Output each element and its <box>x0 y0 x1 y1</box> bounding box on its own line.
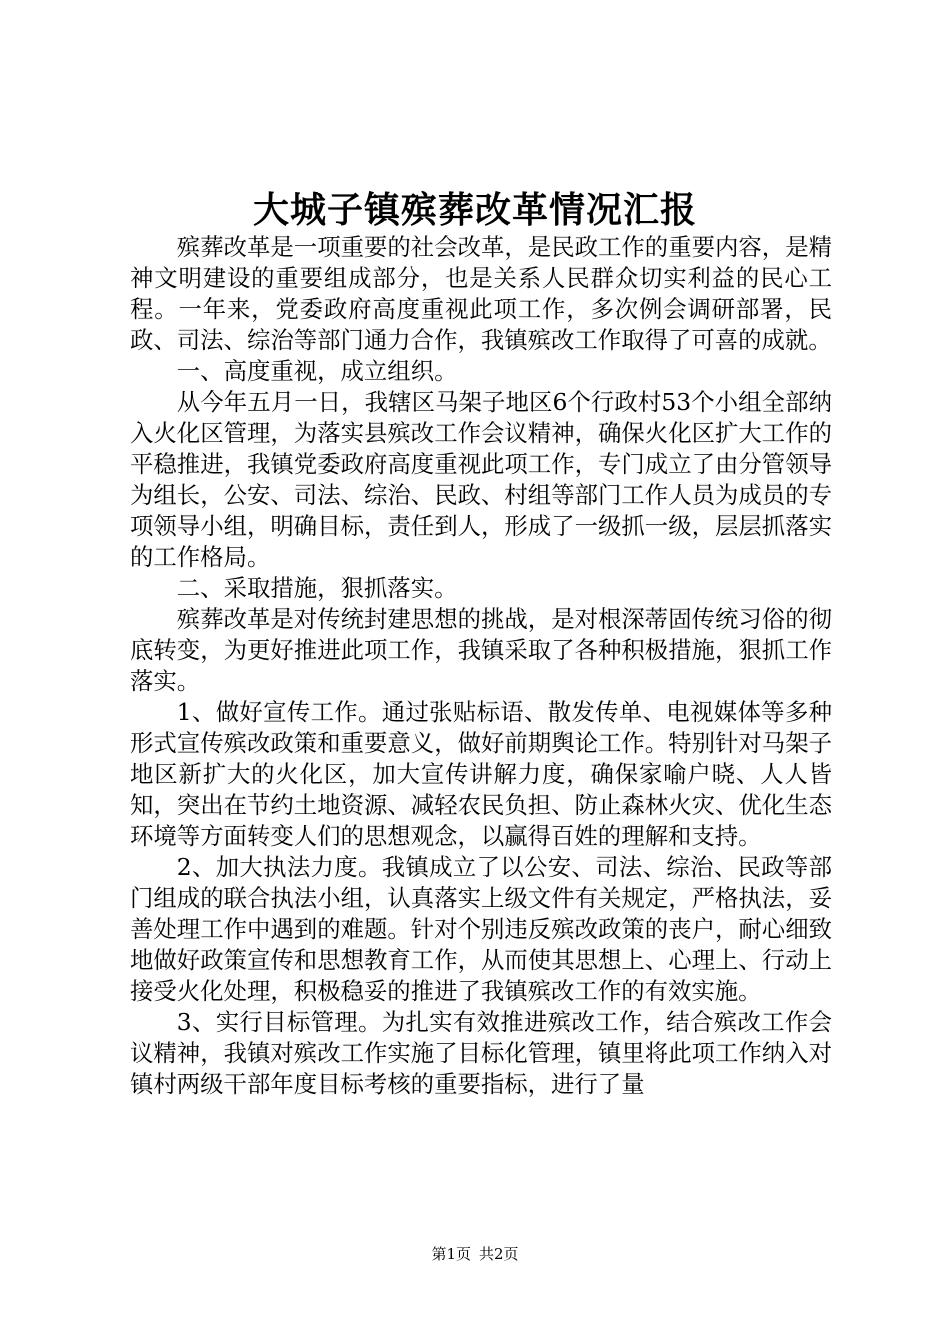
paragraph-item-2: 2、加大执法力度。我镇成立了以公安、司法、综治、民政等部门组成的联合执法小组，认真落实上级文件有关规定，严格执法，妥善处理工作中遇到的难题。针对个别违反殡改政策的丧户，耐心细致地做好政策宣传和思想教育工作，从而使其思想上、心理上、行动上接受火化处理，积极稳妥的推进了我镇殡改工作的有效实施。 <box>130 853 832 1005</box>
page-title: 大城子镇殡葬改革情况汇报 <box>252 189 697 231</box>
page-footer <box>0 1244 950 1264</box>
page-total: 共2页 <box>479 1245 519 1263</box>
paragraph-section-1: 从今年五月一日，我辖区马架子地区6个行政村53个小组全部纳入火化区管理，为落实县殡改工作会议精神，确保火化区扩大工作的平稳推进，我镇党委政府高度重视此项工作，专门成立了由分管领导为组长，公安、司法、综治、民政、村组等部门工作人员为成员的专项领导小组，明确目标，责任到人，形成了一级抓一级，层层抓落实的工作格局。 <box>130 388 832 571</box>
paragraph-section-2: 殡葬改革是对传统封建思想的挑战，是对根深蒂固传统习俗的彻底转变，为更好推进此项工作，我镇采取了各种积极措施，狠抓工作落实。 <box>130 605 832 695</box>
paragraph-intro: 殡葬改革是一项重要的社会改革，是民政工作的重要内容，是精神文明建设的重要组成部分，也是关系人民群众切实利益的民心工程。一年来，党委政府高度重视此项工作，多次例会调研部署，民政、司法、综治等部门通力合作，我镇殡改工作取得了可喜的成就。 <box>130 233 832 354</box>
paragraph-item-1: 1、做好宣传工作。通过张贴标语、散发传单、电视媒体等多种形式宣传殡改政策和重要意义，做好前期舆论工作。特别针对马架子地区新扩大的火化区，加大宣传讲解力度，确保家喻户晓、人人皆知，突出在节约土地资源、减轻农民负担、防止森林火灾、优化生态环境等方面转变人们的思想观念，以赢得百姓的理解和支持。 <box>130 698 832 850</box>
paragraph-item-3: 3、实行目标管理。为扎实有效推进殡改工作，结合殡改工作会议精神，我镇对殡改工作实施了目标化管理，镇里将此项工作纳入对镇村两级干部年度目标考核的重要指标，进行了量 <box>130 1008 832 1098</box>
section-heading-2: 二、采取措施，狠抓落实。 <box>176 574 458 602</box>
document-body <box>130 232 832 1100</box>
page-number: 第1页 <box>431 1245 471 1263</box>
section-heading-1: 一、高度重视，成立组织。 <box>176 357 458 385</box>
